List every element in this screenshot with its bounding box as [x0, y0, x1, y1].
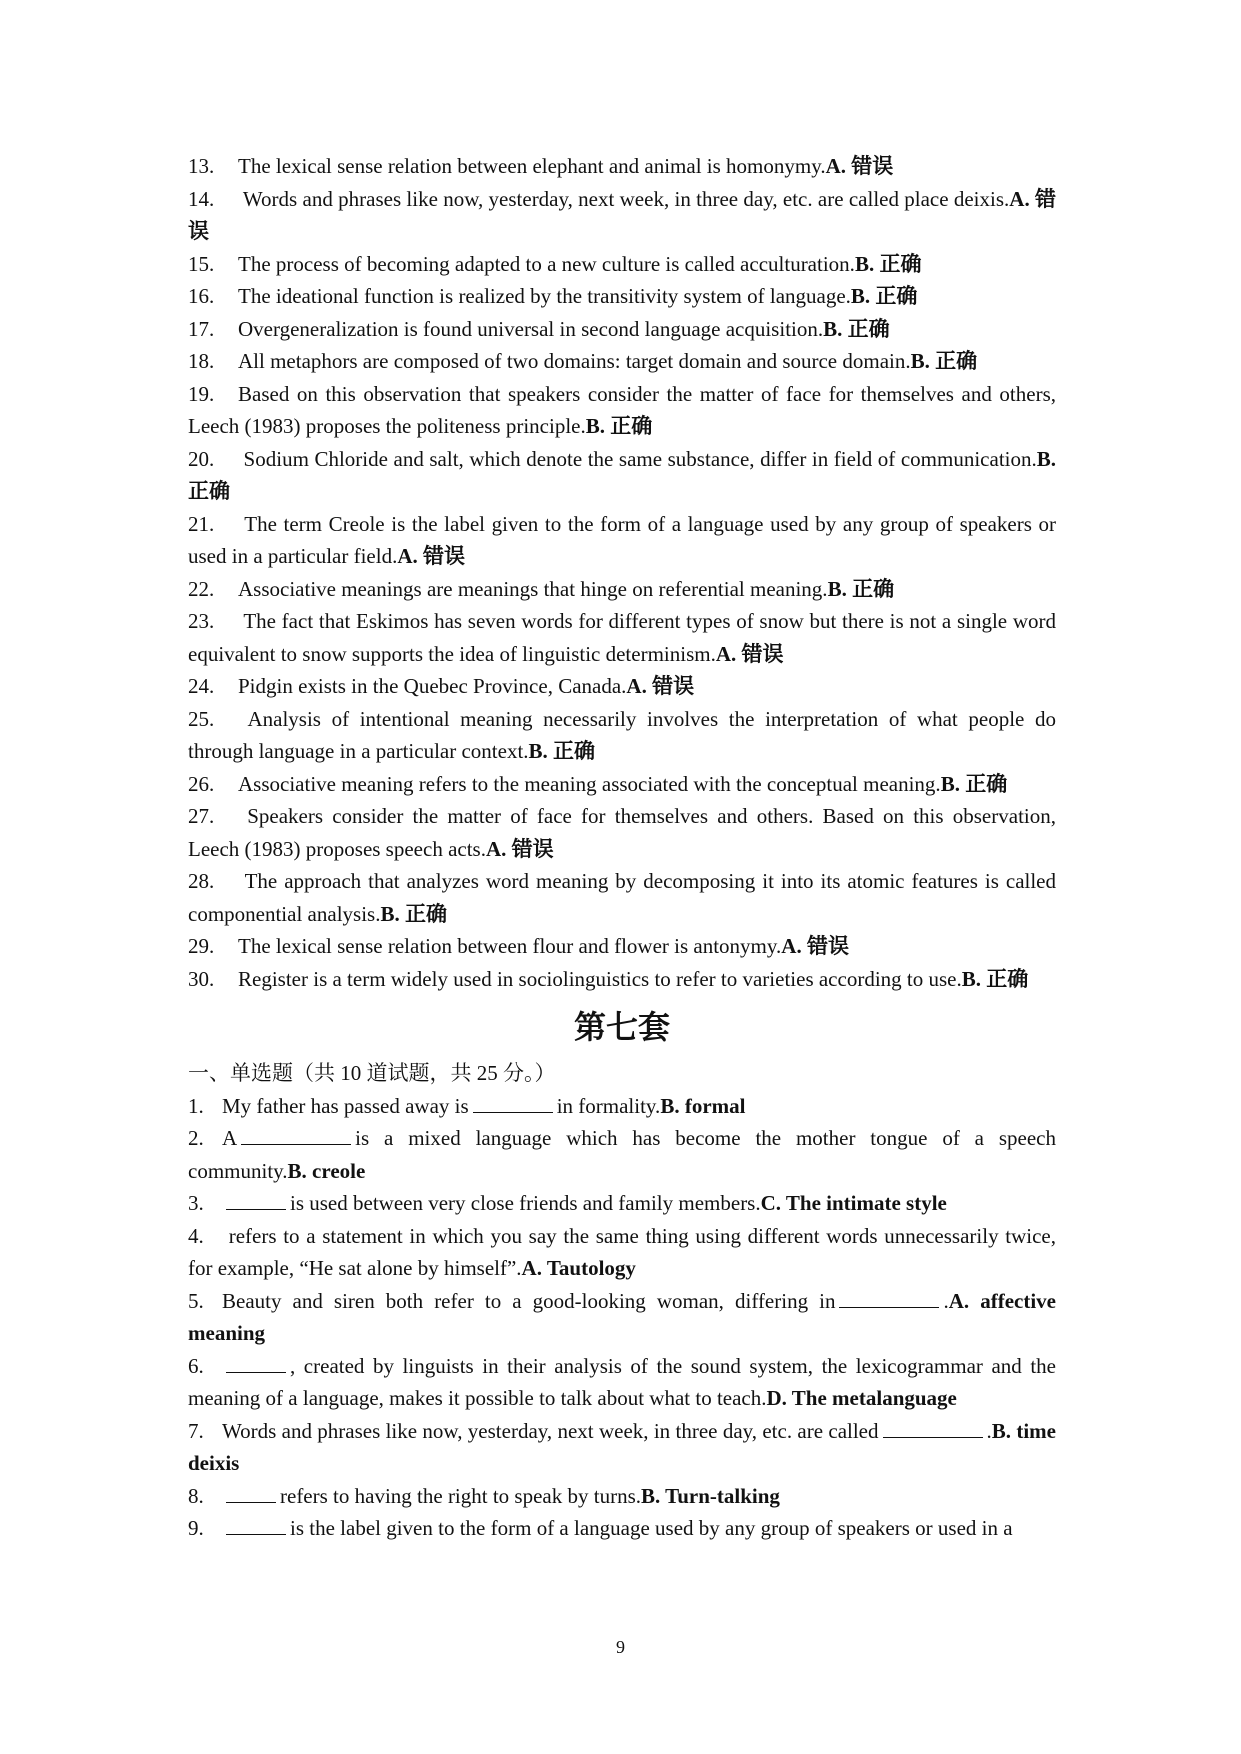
item-answer: B. 正确	[910, 349, 978, 373]
item-number: 23.	[188, 609, 215, 633]
mc-item	[188, 1285, 1056, 1350]
item-text-before: Words and phrases like now, yesterday, next week, in three day, etc. are called	[222, 1418, 879, 1443]
tf-item	[188, 930, 1056, 963]
item-text-after: refers to a statement in which you say the same thing using different words unnecessarily twice, for example, “He sat alone by himself”.	[188, 1223, 1056, 1280]
item-text-before: My father has passed away is	[222, 1093, 469, 1118]
tf-item	[188, 573, 1056, 606]
item-answer: A. 错误	[485, 836, 554, 861]
mc-item	[188, 1512, 1056, 1545]
tf-item	[188, 443, 1056, 508]
item-number: 8.	[188, 1483, 204, 1508]
item-text: The ideational function is realized by the transitivity system of language.	[238, 284, 851, 308]
item-text-after: is a mixed language which has become the mother tongue of a speech community.	[188, 1126, 1056, 1183]
tf-item	[188, 670, 1056, 703]
item-text-after: refers to having the right to speak by turns.	[280, 1483, 641, 1508]
section-title: 一、单选题（共 10 道试题，共 25 分。）	[188, 1061, 556, 1085]
item-number: 18.	[188, 349, 215, 373]
item-text: Register is a term widely used in sociolinguistics to refer to varieties according to use.	[238, 966, 962, 991]
tf-item	[188, 800, 1056, 865]
tf-item	[188, 313, 1056, 346]
item-number: 6.	[188, 1353, 204, 1378]
tf-item	[188, 605, 1056, 670]
item-number: 16.	[188, 284, 215, 308]
item-answer: A. Tautology	[521, 1256, 636, 1280]
item-text-after: , created by linguists in their analysis of the sound system, the lexicogrammar and the meaning of a language, makes it possible to talk about what to teach.	[188, 1353, 1056, 1410]
item-text: The term Creole is the label given to the form of a language used by any group of speakers or used in a particular field.	[188, 511, 1056, 568]
item-answer: B. 正确	[940, 771, 1008, 796]
item-number: 25.	[188, 706, 215, 731]
tf-item	[188, 280, 1056, 313]
mc-item	[188, 1122, 1056, 1187]
item-text: The lexical sense relation between elephant and animal is homonymy.	[238, 154, 826, 178]
item-answer: B. 正确	[188, 446, 1056, 503]
multiple-choice-list	[188, 1090, 1056, 1545]
tf-item	[188, 768, 1056, 801]
answer-blank	[241, 1143, 351, 1145]
item-answer: A. 错误	[188, 186, 1056, 243]
item-number: 20.	[188, 446, 215, 471]
item-number: 28.	[188, 869, 215, 893]
item-number: 13.	[188, 154, 215, 178]
item-text: Associative meaning refers to the meaning associated with the conceptual meaning.	[238, 771, 941, 796]
item-text: Words and phrases like now, yesterday, next week, in three day, etc. are called place deixis.	[238, 186, 1010, 211]
mc-item	[188, 1480, 1056, 1513]
page-number: 9	[616, 1637, 625, 1657]
tf-item	[188, 703, 1056, 768]
item-text: Associative meanings are meanings that hinge on referential meaning.	[238, 576, 828, 601]
true-false-list	[188, 150, 1056, 995]
item-text: The approach that analyzes word meaning by decomposing it into its atomic features is called componential analysis.	[188, 869, 1056, 926]
item-number: 5.	[188, 1288, 204, 1313]
item-answer: A. 错误	[781, 934, 849, 958]
item-number: 14.	[188, 186, 215, 211]
item-text: Analysis of intentional meaning necessarily involves the interpretation of what people do through language in a particular context.	[188, 706, 1056, 763]
item-answer: B. 正确	[585, 414, 653, 438]
answer-blank	[226, 1533, 286, 1535]
answer-blank	[883, 1436, 983, 1438]
item-answer: B. creole	[287, 1158, 366, 1183]
item-answer: B. 正确	[827, 576, 895, 601]
mc-item	[188, 1415, 1056, 1480]
tf-item	[188, 183, 1056, 248]
item-answer: A. affective meaning	[188, 1288, 1056, 1345]
item-number: 9.	[188, 1516, 204, 1540]
mc-item	[188, 1220, 1056, 1285]
item-answer: A. 错误	[626, 674, 695, 698]
item-answer: B. 正确	[528, 739, 596, 763]
item-number: 21.	[188, 511, 215, 536]
tf-item	[188, 248, 1056, 281]
answer-blank	[226, 1501, 276, 1503]
item-answer: B. Turn-talking	[641, 1483, 780, 1508]
item-text-after: .	[986, 1418, 992, 1443]
tf-item	[188, 345, 1056, 378]
item-text: The process of becoming adapted to a new culture is called acculturation.	[238, 251, 855, 276]
tf-item	[188, 150, 1056, 183]
item-text-after: .	[943, 1288, 949, 1313]
item-answer: B. 正确	[380, 901, 447, 926]
item-text: Pidgin exists in the Quebec Province, Canada.	[238, 674, 627, 698]
tf-item	[188, 865, 1056, 930]
item-number: 19.	[188, 381, 215, 406]
item-answer: B. formal	[660, 1093, 746, 1118]
item-number: 3.	[188, 1191, 204, 1215]
answer-blank	[226, 1208, 286, 1210]
item-answer: B. 正确	[854, 251, 922, 276]
item-answer: C. The intimate style	[760, 1191, 947, 1215]
item-text: Speakers consider the matter of face for themselves and others. Based on this observation, Leech (1983) proposes speech acts.	[188, 804, 1056, 861]
item-text-after: in formality.	[556, 1093, 661, 1118]
item-text: All metaphors are composed of two domains: target domain and source domain.	[238, 349, 911, 373]
item-text: Sodium Chloride and salt, which denote the same substance, differ in field of communication.	[238, 446, 1037, 471]
item-number: 7.	[188, 1418, 204, 1443]
mc-item	[188, 1090, 1056, 1123]
item-number: 27.	[188, 804, 215, 828]
item-answer: B. time deixis	[188, 1418, 1056, 1475]
answer-blank	[473, 1111, 553, 1113]
tf-item	[188, 963, 1056, 996]
item-text: The fact that Eskimos has seven words for different types of snow but there is not a single word equivalent to snow supports the idea of linguistic determinism.	[188, 609, 1056, 666]
mc-item	[188, 1350, 1056, 1415]
set-title: 第七套	[573, 1008, 670, 1046]
item-text-after: is used between very close friends and family members.	[290, 1191, 761, 1215]
tf-item	[188, 378, 1056, 443]
item-number: 24.	[188, 674, 215, 698]
item-answer: A. 错误	[397, 544, 466, 568]
item-answer: D. The metalanguage	[766, 1386, 957, 1410]
item-answer: B. 正确	[823, 316, 890, 341]
item-answer: B. 正确	[850, 284, 918, 308]
mc-item	[188, 1187, 1056, 1220]
item-number: 30.	[188, 966, 215, 991]
item-answer: A. 错误	[825, 154, 894, 178]
item-answer: A. 错误	[715, 641, 784, 666]
item-text-before: Beauty and siren both refer to a good-looking woman, differing in	[222, 1288, 836, 1313]
document-content	[188, 150, 1056, 1545]
item-number: 1.	[188, 1093, 204, 1118]
item-text-before: A	[222, 1126, 238, 1150]
item-number: 22.	[188, 576, 215, 601]
item-number: 26.	[188, 771, 215, 796]
item-number: 17.	[188, 316, 215, 341]
item-number: 4.	[188, 1223, 204, 1248]
answer-blank	[839, 1306, 939, 1308]
item-number: 15.	[188, 251, 215, 276]
tf-item	[188, 508, 1056, 573]
item-number: 2.	[188, 1126, 204, 1150]
item-text: Overgeneralization is found universal in second language acquisition.	[238, 316, 824, 341]
item-text: Based on this observation that speakers consider the matter of face for themselves and others, Leech (1983) proposes the politeness principle.	[188, 381, 1056, 438]
item-number: 29.	[188, 934, 215, 958]
item-answer: B. 正确	[961, 966, 1029, 991]
item-text: The lexical sense relation between flour and flower is antonymy.	[238, 934, 782, 958]
answer-blank	[226, 1371, 286, 1373]
item-text-after: is the label given to the form of a language used by any group of speakers or used in a	[290, 1516, 1013, 1540]
